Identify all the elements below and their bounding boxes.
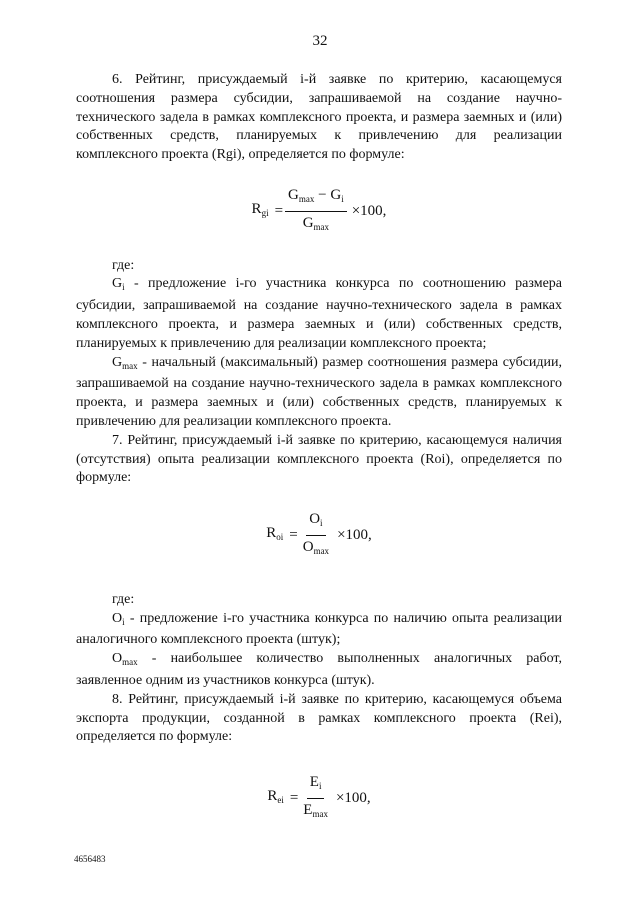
document-body bbox=[76, 71, 562, 824]
fraction-denominator: $O_{max}$ bbox=[302, 538, 330, 556]
where-label: где: bbox=[112, 257, 135, 273]
equals-sign: = bbox=[289, 790, 299, 806]
definition-oi: $O_i$ - предложение i-го участника конкурса по наличию опыта реализации аналогичного комплексного проекта (штук); bbox=[76, 610, 562, 648]
document-id: 4656483 bbox=[74, 854, 106, 864]
formula-roi-lhs: $R_{oi}$ bbox=[266, 525, 284, 543]
fraction-numerator: $E_i$ bbox=[307, 773, 325, 799]
fraction-denominator: $E_{max}$ bbox=[303, 801, 328, 819]
where-label: где: bbox=[112, 591, 135, 607]
fraction-numerator: $G_{max} - G_i$ bbox=[285, 186, 347, 212]
fraction-numerator: $O_i$ bbox=[306, 510, 325, 536]
equals-sign: = bbox=[274, 202, 284, 219]
definition-gmax: $G_{max}$ - начальный (максимальный) размер соотношения размера субсидии, запрашиваемой на создание научно-технического задела в рамках комплексного проекта, и размера заемных и (или) собственных средств, планируемых к привлечению для реализации комплексного проекта. bbox=[76, 354, 563, 429]
times-100: ×100, bbox=[337, 527, 372, 544]
definition-omax: $O_{max}$ - наибольшее количество выполненных аналогичных работ, заявленное одним из участников конкурса (штук). bbox=[76, 651, 562, 688]
fraction bbox=[285, 186, 347, 237]
times-100: ×100, bbox=[351, 202, 387, 219]
paragraph-6: 6. Рейтинг, присуждаемый i-й заявке по критерию, касающемуся соотношения размера субсидии, запрашиваемой на создание научно-технического задела в рамках комплексного проекта, и размера заемных и (или) собственных средств, планируемых к привлечению для реализации комплексного проекта (Rgi), определяется по формуле: bbox=[76, 72, 562, 163]
formula-roi bbox=[76, 510, 562, 561]
fraction bbox=[300, 773, 331, 824]
equals-sign: = bbox=[289, 527, 298, 544]
times-100: ×100, bbox=[335, 790, 371, 806]
paragraph-8: 8. Рейтинг, присуждаемый i-й заявке по критерию, касающемуся объема экспорта продукции, созданной в рамках комплексного проекта (Rei), определяется по формуле: bbox=[76, 691, 562, 745]
definition-gi: $G_i$ - предложение i-го участника конкурса по соотношению размера субсидии, запрашиваемой на создание научно-технического задела в рамках комплексного проекта, и размера заемных и (или) собственных средств, планируемых к привлечению для реализации комплексного проекта; bbox=[76, 276, 562, 351]
formula-rei bbox=[76, 773, 562, 824]
formula-rgi-lhs: $R_{gi}$ bbox=[251, 200, 269, 218]
fraction bbox=[300, 510, 332, 561]
formula-rgi bbox=[76, 186, 562, 237]
paragraph-7: 7. Рейтинг, присуждаемый i-й заявке по критерию, касающемуся наличия (отсутствия) опыта реализации комплексного проекта (Roi), определяется по формуле: bbox=[76, 432, 562, 486]
formula-rei-lhs: $R_{ei}$ bbox=[267, 788, 284, 805]
fraction-denominator: $G_{max}$ bbox=[302, 214, 330, 232]
page-number: 32 bbox=[312, 33, 328, 49]
